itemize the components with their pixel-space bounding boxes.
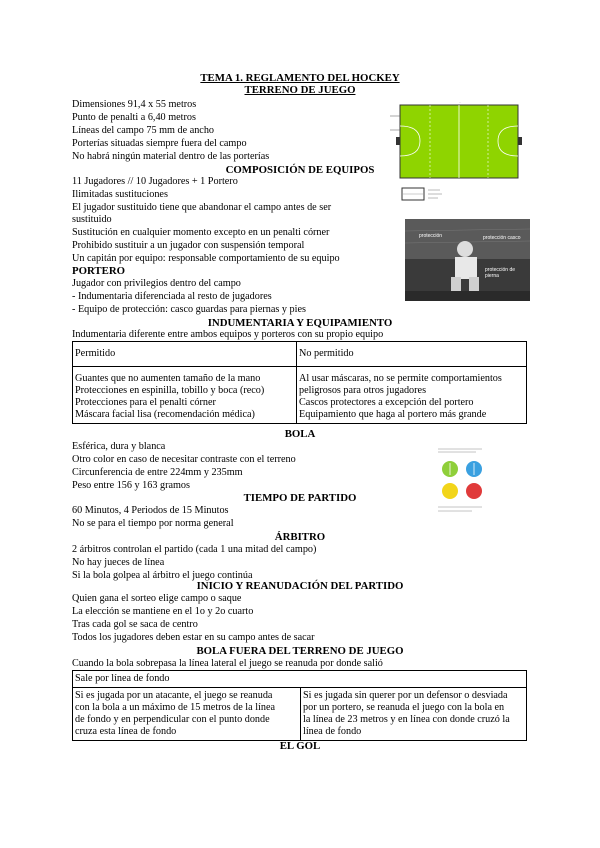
text-line: Un capitán por equipo: responsable comportamiento de su equipo <box>72 253 340 264</box>
heading-indumentaria: INDUMENTARIA Y EQUIPAMIENTO <box>207 317 393 329</box>
photo-label: protección casco <box>483 235 521 241</box>
equipment-table <box>72 341 527 424</box>
table-header-cell: Sale por línea de fondo <box>73 671 527 688</box>
table-row <box>73 688 527 741</box>
cell-line: la línea de 23 metros y en línea con donde cruzó la <box>303 714 510 725</box>
cell-line: Protecciones en espinilla, tobillo y boca (reco) <box>75 385 265 396</box>
cell-line: peligrosos para otros jugadores <box>299 385 427 396</box>
text-line: Si la bola golpea al árbitro el juego continúa <box>72 570 253 581</box>
text-line: Jugador con privilegios dentro del campo <box>72 278 241 289</box>
cell-line: con la bola a un máximo de 15 metros de la línea <box>75 702 276 713</box>
text-line: Sustitución en cualquier momento excepto en un penalti córner <box>72 227 330 238</box>
photo-label: protección <box>419 233 443 239</box>
heading-composicion: COMPOSICIÓN DE EQUIPOS <box>225 164 375 176</box>
text-line: No hay jueces de línea <box>72 557 165 568</box>
heading-terreno: TERRENO DE JUEGO <box>244 84 356 96</box>
cell-line: Equipamiento que haga al portero más grande <box>299 409 487 420</box>
cell-line: Cascos protectores a excepción del portero <box>299 397 474 408</box>
text-line: Otro color en caso de necesitar contraste con el terreno <box>72 454 296 465</box>
text-line: - Equipo de protección: casco guardas para piernas y pies <box>72 304 306 315</box>
table-cell <box>73 367 297 424</box>
heading-inicio: INICIO Y REANUDACIÓN DEL PARTIDO <box>196 580 404 592</box>
photo-label: protección de pierna <box>485 267 516 279</box>
text-line: El jugador sustituido tiene que abandonar el campo antes de ser <box>72 202 332 213</box>
balls-illustration <box>432 447 492 517</box>
cell-line: Protecciones para el penalti córner <box>75 397 216 408</box>
goalkeeper-photo <box>405 219 530 301</box>
table-header-cell: No permitido <box>297 342 527 367</box>
table-row <box>73 671 527 688</box>
text-line: Punto de penalti a 6,40 metros <box>72 112 196 123</box>
text-line: 60 Minutos, 4 Periodos de 15 Minutos <box>72 505 229 516</box>
text-line: 2 árbitros controlan el partido (cada 1 una mitad del campo) <box>72 544 317 555</box>
table-row <box>73 367 527 424</box>
heading-gol: EL GOL <box>279 740 321 752</box>
svg-text:.: . <box>459 99 461 104</box>
cell-line: cruza esta línea de fondo <box>75 726 177 737</box>
text-line: La elección se mantiene en el 1o y 2o cuarto <box>72 606 254 617</box>
text-line: Tras cada gol se saca de centro <box>72 619 198 630</box>
cell-line: Máscara facial lisa (recomendación médica) <box>75 409 255 420</box>
text-line: Prohibido sustituir a un jugador con suspensión temporal <box>72 240 305 251</box>
text-line: Peso entre 156 y 163 gramos <box>72 480 190 491</box>
cell-line: línea de fondo <box>303 726 362 737</box>
heading-arbitro: ÁRBITRO <box>274 531 326 543</box>
text-line: Indumentaria diferente entre ambos equipos y porteros con su propio equipo <box>72 329 384 340</box>
text-line: Porterías situadas siempre fuera del campo <box>72 138 247 149</box>
table-header-cell: Permitido <box>73 342 297 367</box>
cell-line: de fondo y en perpendicular con el punto donde <box>75 714 270 725</box>
text-line: Todos los jugadores deben estar en su campo antes de sacar <box>72 632 315 643</box>
goal-diagram <box>400 184 460 208</box>
cell-line: Si es jugada por un atacante, el juego se reanuda <box>75 690 273 701</box>
text-line: - Indumentaria diferenciada al resto de jugadores <box>72 291 272 302</box>
text-line: Quien gana el sorteo elige campo o saque <box>72 593 242 604</box>
text-line: No habrá ningún material dentro de las porterías <box>72 151 270 162</box>
text-line: Dimensiones 91,4 x 55 metros <box>72 99 197 110</box>
text-line: No se para el tiempo por norma general <box>72 518 234 529</box>
text-line: Ilimitadas sustituciones <box>72 189 168 200</box>
text-line: Líneas del campo 75 mm de ancho <box>72 125 215 136</box>
text-line: Esférica, dura y blanca <box>72 441 166 452</box>
cell-line: Al usar máscaras, no se permite comportamientos <box>299 373 502 384</box>
cell-line: Guantes que no aumenten tamaño de la mano <box>75 373 261 384</box>
cell-line: por un portero, se reanuda el juego con la bola en <box>303 702 505 713</box>
text-line: Circunferencia de entre 224mm y 235mm <box>72 467 243 478</box>
table-cell <box>301 688 527 741</box>
text-line: 11 Jugadores // 10 Jugadores + 1 Portero <box>72 176 238 187</box>
heading-portero: PORTERO <box>72 265 126 277</box>
heading-tiempo: TIEMPO DE PARTIDO <box>243 492 357 504</box>
text-line: Cuando la bola sobrepasa la línea lateral el juego se reanuda por donde salió <box>72 658 383 669</box>
heading-fuera: BOLA FUERA DEL TERRENO DE JUEGO <box>196 645 404 657</box>
table-row <box>73 342 527 367</box>
table-cell <box>73 688 301 741</box>
document-title: TEMA 1. REGLAMENTO DEL HOCKEY <box>200 72 400 84</box>
heading-bola: BOLA <box>284 428 316 440</box>
ball-out-table <box>72 670 527 741</box>
table-cell <box>297 367 527 424</box>
cell-line: Si es jugada sin querer por un defensor o desviada <box>303 690 508 701</box>
text-line: sustituido <box>72 214 112 225</box>
